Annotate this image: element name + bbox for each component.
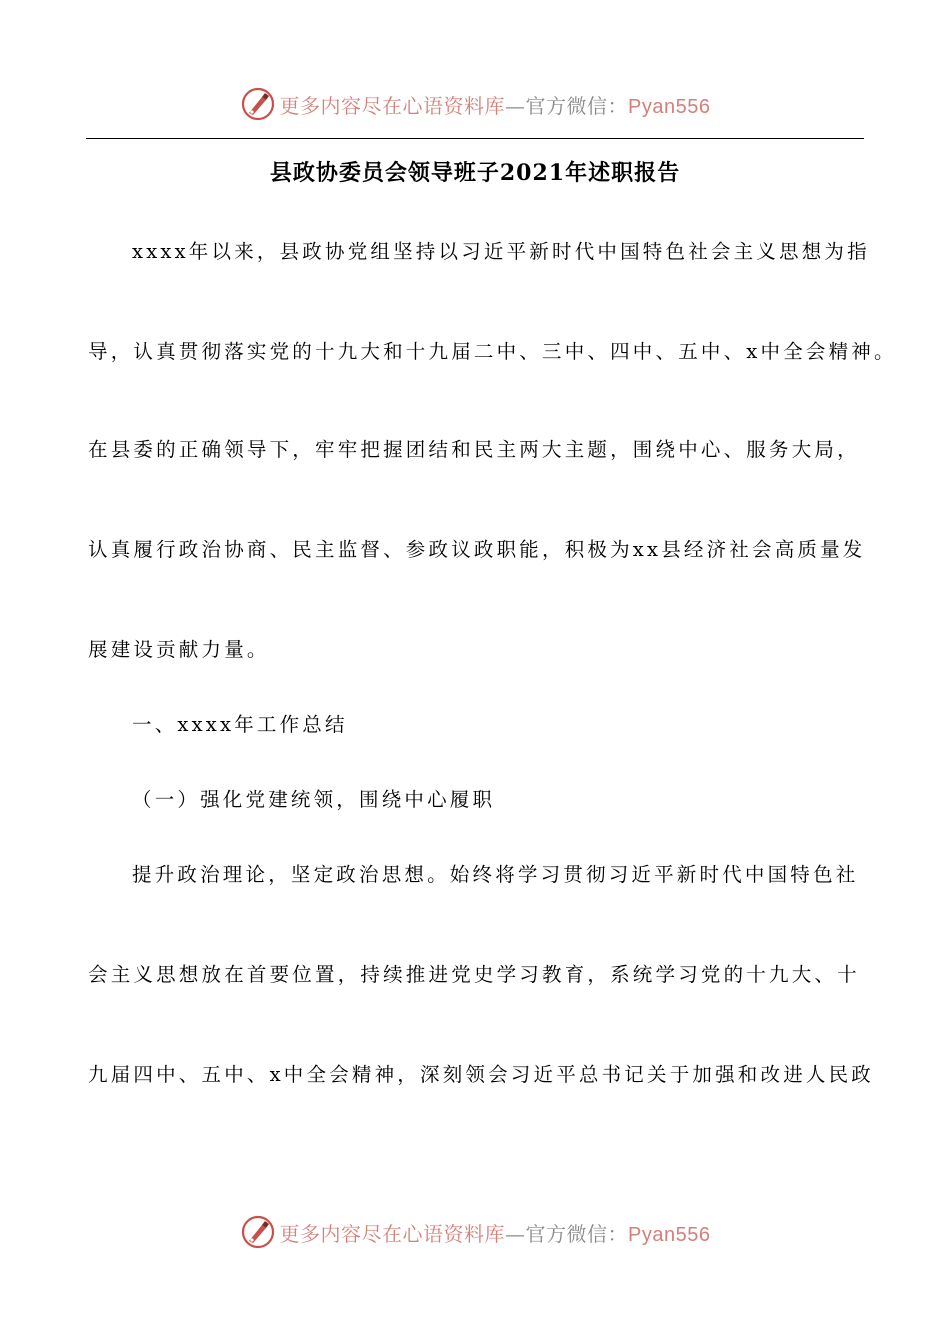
paragraph-1-line-3: 在县委的正确领导下，牢牢把握团结和民主两大主题，围绕中心、服务大局， [88,438,860,461]
subsection-heading-1: （一）强化党建统领，围绕中心履职 [132,788,496,811]
paragraph-2-line-2: 会主义思想放在首要位置，持续推进党史学习教育，系统学习党的十九大、十 [88,963,860,986]
watermark-contact-id: Pyan556 [628,95,711,118]
watermark-contact-id: Pyan556 [628,1223,711,1246]
paragraph-1-line-5: 展建设贡献力量。 [88,638,270,661]
watermark-contact-label: 官方微信： [525,1221,629,1246]
section-heading-1: 一、xxxx年工作总结 [132,713,348,736]
watermark-dash: — [505,1221,526,1246]
watermark-dash: — [505,93,526,118]
paragraph-2-line-3: 九届四中、五中、x中全会精神，深刻领会习近平总书记关于加强和改进人民政 [88,1063,874,1086]
watermark-brand: 更多内容尽在心语资料库 [279,1221,506,1246]
paragraph-1-line-1: xxxx年以来，县政协党组坚持以习近平新时代中国特色社会主义思想为指 [132,240,870,263]
paragraph-1-line-2: 导，认真贯彻落实党的十九大和十九届二中、三中、四中、五中、x中全会精神。 [88,340,897,363]
document-title: 县政协委员会领导班子2021年述职报告 [269,160,681,186]
footer-watermark [0,1212,950,1252]
header-rule [86,138,864,139]
watermark-brand: 更多内容尽在心语资料库 [279,93,506,118]
paragraph-1-line-4: 认真履行政治协商、民主监督、参政议政职能，积极为xx县经济社会高质量发 [88,538,866,561]
pen-nib-logo-icon [240,1214,276,1250]
paragraph-2-line-1: 提升政治理论，坚定政治思想。始终将学习贯彻习近平新时代中国特色社 [132,863,859,886]
watermark-contact-label: 官方微信： [525,93,629,118]
header-watermark [0,84,950,124]
pen-nib-logo-icon [240,86,276,122]
